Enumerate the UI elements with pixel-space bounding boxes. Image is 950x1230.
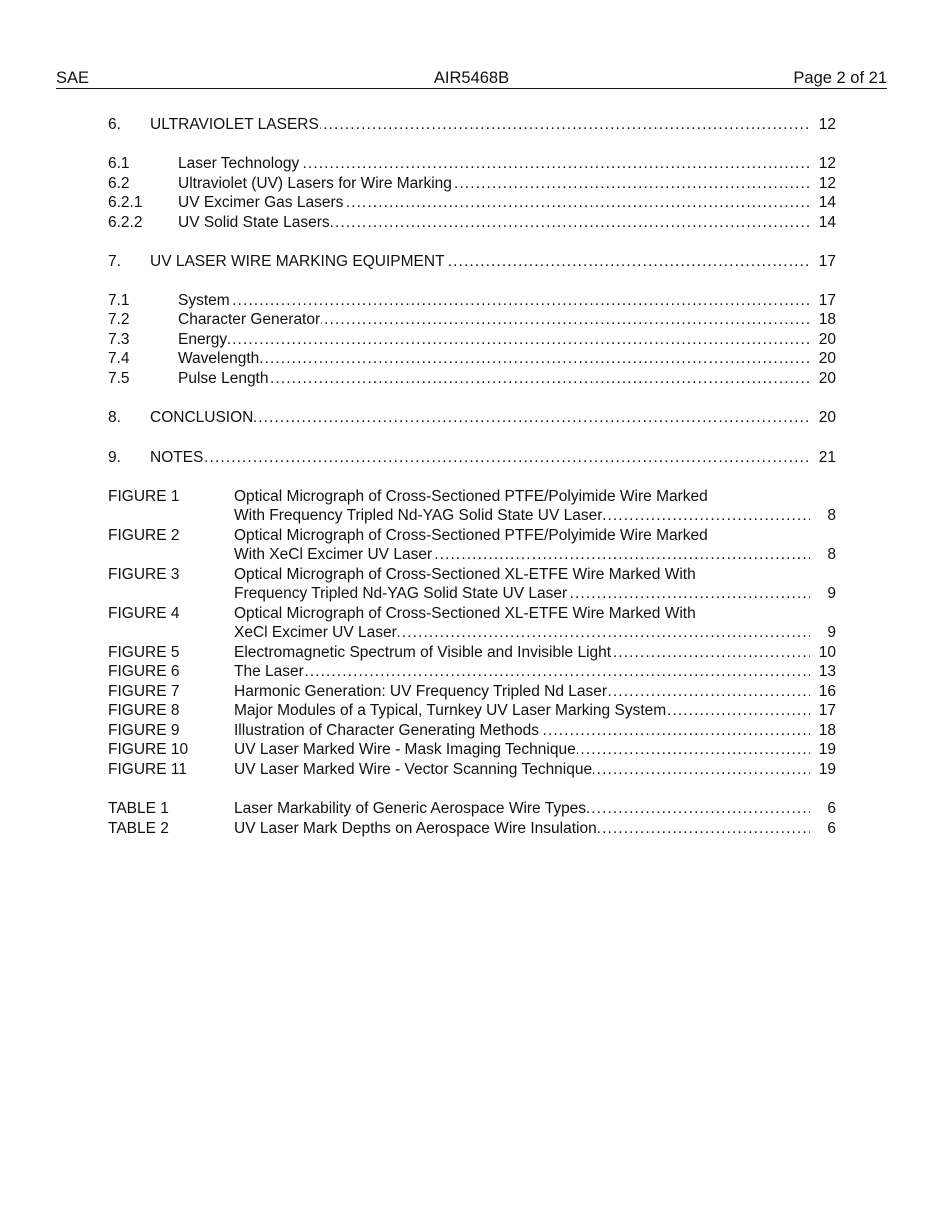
entry-title: ULTRAVIOLET LASERS [150,116,319,133]
entry-title: With Frequency Tripled Nd-YAG Solid State UV Laser [234,507,603,524]
entry-page-number: 12 [818,116,836,133]
figure-entry-continuation[interactable] [108,506,836,526]
figure-entry[interactable] [108,682,836,702]
entry-title-line: Optical Micrograph of Cross-Sectioned XL-ETFE Wire Marked With [234,605,696,622]
entry-page-number: 21 [818,449,836,466]
entry-page-number: 17 [818,702,836,719]
section-entry[interactable] [108,174,836,194]
entry-number: TABLE 1 [108,800,169,817]
entry-number: 7.1 [108,292,130,309]
entry-number: FIGURE 4 [108,605,180,622]
figure-entry[interactable] [108,526,836,546]
entry-title-line: Optical Micrograph of Cross-Sectioned PTFE/Polyimide Wire Marked [234,488,708,505]
entry-number: 7. [108,253,121,270]
dot-leader [150,448,810,468]
entry-page-number: 16 [818,683,836,700]
entry-title: UV Laser Mark Depths on Aerospace Wire Insulation [234,820,597,837]
entry-number: TABLE 2 [108,820,169,837]
entry-title: Energy [178,331,228,348]
entry-page-number: 20 [818,350,836,367]
entry-page-number: 14 [818,194,836,211]
entry-title: NOTES [150,449,204,466]
entry-page-number: 8 [827,546,836,563]
section-entry[interactable] [108,330,836,350]
entry-page-number: 6 [827,820,836,837]
entry-title: Pulse Length [178,370,269,387]
entry-title: Laser Markability of Generic Aerospace Wire Types [234,800,587,817]
entry-number: FIGURE 9 [108,722,180,739]
dot-leader [178,330,810,350]
section-entry[interactable] [108,213,836,233]
entry-number: 6.1 [108,155,130,172]
dot-leader [178,291,810,311]
entry-page-number: 9 [827,585,836,602]
dot-leader [178,369,810,389]
figure-entry-continuation[interactable] [108,584,836,604]
figure-entry[interactable] [108,643,836,663]
dot-leader [178,349,810,369]
entry-number: 7.5 [108,370,130,387]
entry-number: FIGURE 5 [108,644,180,661]
entry-title: UV Excimer Gas Lasers [178,194,344,211]
entry-number: 9. [108,449,121,466]
entry-title: Frequency Tripled Nd-YAG Solid State UV Laser [234,585,568,602]
entry-title: UV Laser Marked Wire - Vector Scanning Technique [234,761,593,778]
entry-page-number: 13 [818,663,836,680]
entry-number: FIGURE 2 [108,527,180,544]
entry-number: 6.2.1 [108,194,143,211]
figure-entry-continuation[interactable] [108,545,836,565]
figure-entry[interactable] [108,662,836,682]
figure-entry[interactable] [108,604,836,624]
page-header [56,68,887,89]
section-entry[interactable] [108,448,836,468]
entry-number: 7.3 [108,331,130,348]
entry-page-number: 12 [818,155,836,172]
section-entry[interactable] [108,193,836,213]
entry-number: 6.2 [108,175,130,192]
entry-title: UV Solid State Lasers [178,214,330,231]
entry-page-number: 17 [818,292,836,309]
entry-page-number: 20 [818,370,836,387]
figure-entry[interactable] [108,701,836,721]
entry-title: XeCl Excimer UV Laser [234,624,397,641]
entry-number: FIGURE 8 [108,702,180,719]
entry-title-line: Optical Micrograph of Cross-Sectioned XL-ETFE Wire Marked With [234,566,696,583]
figure-entry[interactable] [108,760,836,780]
entry-page-number: 17 [818,253,836,270]
entry-title: Harmonic Generation: UV Frequency Tripled Nd Laser [234,683,608,700]
entry-page-number: 14 [818,214,836,231]
section-entry[interactable] [108,291,836,311]
entry-title: Ultraviolet (UV) Lasers for Wire Marking [178,175,452,192]
entry-page-number: 18 [818,722,836,739]
entry-page-number: 9 [827,624,836,641]
entry-number: FIGURE 11 [108,761,187,778]
section-entry[interactable] [108,408,836,428]
entry-title: Wavelength [178,350,260,367]
entry-page-number: 10 [818,644,836,661]
header-page-number: Page 2 of 21 [793,69,887,87]
entry-number: 7.2 [108,311,130,328]
header-doc-number: AIR5468B [433,69,510,87]
entry-number: 7.4 [108,350,130,367]
entry-title-line: Optical Micrograph of Cross-Sectioned PTFE/Polyimide Wire Marked [234,527,708,544]
section-entry[interactable] [108,310,836,330]
table-entry[interactable] [108,799,836,819]
entry-page-number: 20 [818,409,836,426]
entry-number: FIGURE 3 [108,566,180,583]
figure-entry[interactable] [108,487,836,507]
entry-number: FIGURE 10 [108,741,189,758]
entry-title: With XeCl Excimer UV Laser [234,546,433,563]
entry-page-number: 18 [818,311,836,328]
entry-number: 6.2.2 [108,214,143,231]
figure-entry[interactable] [108,565,836,585]
entry-title: The Laser [234,663,304,680]
entry-page-number: 8 [827,507,836,524]
entry-page-number: 19 [818,741,836,758]
entry-page-number: 20 [818,331,836,348]
entry-page-number: 12 [818,175,836,192]
entry-title: Major Modules of a Typical, Turnkey UV Laser Marking System [234,702,667,719]
entry-title: Character Generator [178,311,321,328]
entry-number: FIGURE 1 [108,488,180,505]
section-entry[interactable] [108,349,836,369]
section-entry[interactable] [108,369,836,389]
entry-page-number: 6 [827,800,836,817]
figure-entry-continuation[interactable] [108,623,836,643]
figure-entry[interactable] [108,721,836,741]
entry-title: Illustration of Character Generating Methods [234,722,539,739]
entry-number: FIGURE 7 [108,683,180,700]
figure-entry[interactable] [108,740,836,760]
entry-title: Electromagnetic Spectrum of Visible and Invisible Light [234,644,612,661]
entry-number: FIGURE 6 [108,663,180,680]
entry-number: 8. [108,409,121,426]
table-entry[interactable] [108,819,836,839]
entry-title: Laser Technology [178,155,300,172]
entry-title: CONCLUSION [150,409,254,426]
section-entry[interactable] [108,252,836,272]
dot-leader [234,662,810,682]
entry-title: UV Laser Marked Wire - Mask Imaging Technique [234,741,576,758]
entry-number: 6. [108,116,121,133]
section-entry[interactable] [108,115,836,135]
entry-page-number: 19 [818,761,836,778]
section-entry[interactable] [108,154,836,174]
header-org: SAE [56,69,90,87]
entry-title: UV LASER WIRE MARKING EQUIPMENT [150,253,445,270]
entry-title: System [178,292,230,309]
